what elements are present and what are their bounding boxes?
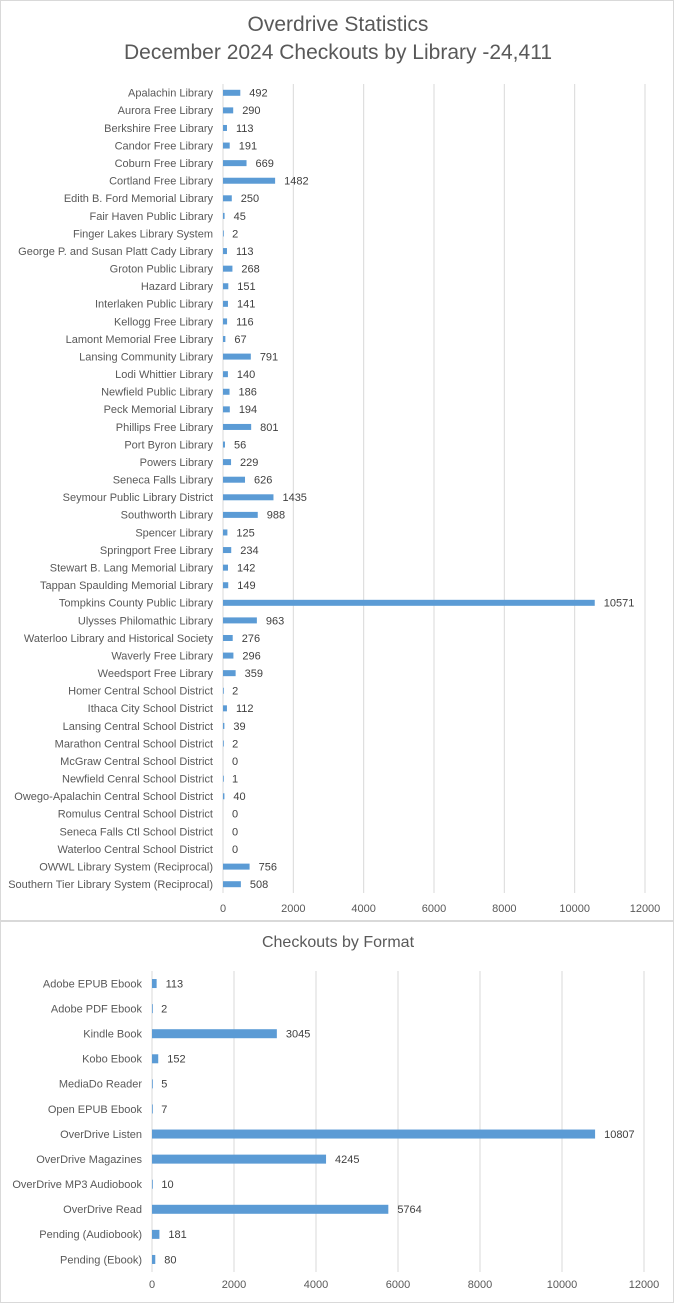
- x-tick-label: 10000: [546, 1279, 578, 1291]
- x-tick-label: 8000: [492, 903, 517, 915]
- x-tick-label: 2000: [221, 1279, 247, 1291]
- data-label: 113: [165, 978, 184, 991]
- data-label: 359: [244, 668, 263, 681]
- data-label: 3045: [285, 1028, 311, 1041]
- data-label: 268: [241, 263, 260, 276]
- data-label: 296: [242, 650, 261, 663]
- category-label: Kobo Ebook: [82, 1053, 142, 1066]
- bar: [223, 424, 251, 430]
- data-label: 10807: [604, 1128, 635, 1141]
- category-label: Tappan Spaulding Memorial Library: [39, 580, 213, 593]
- category-label: Lamont Memorial Free Library: [65, 333, 213, 346]
- bar: [223, 143, 230, 149]
- bar: [223, 529, 227, 535]
- bar: [223, 371, 228, 377]
- chart-title: Overdrive Statistics: [247, 13, 429, 36]
- bar: [223, 125, 227, 131]
- bar: [223, 442, 225, 448]
- bar: [152, 1255, 155, 1264]
- data-label: 7: [161, 1103, 168, 1116]
- data-label: 2: [232, 228, 239, 241]
- category-label: Candor Free Library: [114, 140, 213, 153]
- category-label: Romulus Central School District: [57, 808, 213, 821]
- data-label: 250: [240, 193, 260, 206]
- bar: [152, 979, 157, 988]
- category-label: Fair Haven Public Library: [89, 210, 213, 223]
- bar: [152, 1004, 153, 1013]
- data-label: 186: [238, 386, 257, 399]
- category-label: Adobe PDF Ebook: [50, 1003, 142, 1016]
- bar: [223, 283, 228, 289]
- category-label: Seneca Falls Library: [112, 474, 213, 487]
- category-label: Seneca Falls Ctl School District: [59, 826, 213, 839]
- bar: [223, 723, 224, 729]
- bar: [152, 1079, 153, 1088]
- x-tick-label: 0: [148, 1279, 156, 1291]
- category-label: Peck Memorial Library: [103, 404, 213, 417]
- category-label: Groton Public Library: [109, 263, 213, 276]
- category-label: Kindle Book: [83, 1028, 142, 1041]
- x-tick-label: 12000: [629, 903, 661, 915]
- data-label: 113: [235, 245, 254, 258]
- category-label: OverDrive Listen: [60, 1128, 142, 1141]
- category-label: Kellogg Free Library: [113, 316, 213, 329]
- bar: [223, 688, 224, 694]
- format-bar-plot: [1, 922, 673, 1302]
- category-label: Southworth Library: [120, 509, 213, 522]
- category-label: MediaDo Reader: [58, 1078, 142, 1091]
- library-bar-plot: [1, 1, 673, 920]
- bar: [152, 1104, 153, 1113]
- bar: [152, 1029, 277, 1038]
- data-label: 39: [233, 720, 246, 733]
- data-label: 67: [234, 333, 247, 346]
- category-label: Pending (Audiobook): [39, 1229, 142, 1242]
- category-label: Marathon Central School District: [54, 738, 213, 751]
- data-label: 2: [232, 685, 239, 698]
- category-label: Newfield Cenral School District: [62, 773, 213, 786]
- category-label: Finger Lakes Library System: [73, 228, 213, 241]
- bar: [223, 705, 227, 711]
- category-label: Pending (Ebook): [60, 1254, 142, 1267]
- bar: [152, 1230, 159, 1239]
- x-tick-label: 10000: [559, 903, 590, 915]
- category-label: Ulysses Philomathic Library: [77, 615, 213, 628]
- bar: [223, 793, 224, 799]
- category-label: Port Byron Library: [124, 439, 213, 452]
- data-label: 149: [237, 580, 256, 593]
- data-label: 4245: [335, 1153, 360, 1166]
- category-label: Ithaca City School District: [87, 703, 213, 716]
- data-label: 194: [238, 404, 258, 417]
- bar: [223, 248, 227, 254]
- data-label: 80: [164, 1254, 177, 1267]
- bar: [223, 864, 250, 870]
- data-label: 0: [232, 826, 239, 839]
- x-tick-label: 4000: [351, 903, 376, 915]
- data-label: 40: [233, 791, 246, 804]
- category-label: Springport Free Library: [99, 544, 213, 557]
- category-label: Tompkins County Public Library: [58, 597, 213, 610]
- data-label: 756: [258, 861, 277, 874]
- bar: [223, 459, 231, 465]
- category-label: OverDrive MP3 Audiobook: [12, 1179, 142, 1192]
- bar: [152, 1205, 388, 1214]
- data-label: 276: [241, 632, 261, 645]
- category-label: Weedsport Free Library: [97, 668, 213, 681]
- bar: [152, 1180, 153, 1189]
- data-label: 1482: [284, 175, 309, 188]
- bar: [223, 547, 231, 553]
- data-label: 0: [232, 755, 239, 768]
- data-label: 229: [240, 456, 259, 469]
- data-label: 10571: [603, 597, 635, 610]
- data-label: 152: [167, 1053, 186, 1066]
- bar: [223, 354, 251, 360]
- data-label: 45: [233, 210, 246, 223]
- bar: [223, 494, 273, 500]
- x-tick-label: 2000: [281, 903, 306, 915]
- category-label: Open EPUB Ebook: [47, 1103, 142, 1116]
- category-label: Seymour Public Library District: [62, 492, 213, 505]
- data-label: 151: [237, 281, 256, 294]
- x-tick-label: 0: [219, 903, 227, 915]
- bar: [223, 389, 230, 395]
- bar: [223, 160, 247, 166]
- bar: [223, 600, 595, 606]
- bar: [223, 213, 225, 219]
- data-label: 0: [232, 843, 239, 856]
- bar: [223, 881, 241, 887]
- data-label: 116: [236, 316, 254, 329]
- category-label: Stewart B. Lang Memorial Library: [49, 562, 213, 575]
- data-label: 140: [236, 369, 256, 382]
- bar: [223, 318, 227, 324]
- category-label: Newfield Public Library: [101, 386, 213, 399]
- category-label: Aurora Free Library: [117, 105, 213, 118]
- category-label: Apalachin Library: [128, 87, 213, 100]
- bar: [223, 635, 233, 641]
- category-label: Edith B. Ford Memorial Library: [63, 193, 213, 206]
- data-label: 801: [260, 421, 279, 434]
- bar: [223, 670, 236, 676]
- data-label: 181: [168, 1229, 187, 1242]
- category-label: Waverly Free Library: [111, 650, 213, 663]
- data-label: 492: [249, 87, 268, 100]
- data-label: 56: [233, 439, 247, 452]
- data-label: 791: [259, 351, 279, 364]
- bar: [152, 1054, 158, 1063]
- category-label: George P. and Susan Platt Cady Library: [18, 245, 213, 258]
- x-tick-label: 8000: [467, 1279, 493, 1291]
- bar: [223, 230, 224, 236]
- category-label: Adobe EPUB Ebook: [42, 978, 142, 991]
- bar: [223, 617, 257, 623]
- category-label: Waterloo Central School District: [57, 843, 213, 856]
- category-label: Homer Central School District: [68, 685, 213, 698]
- data-label: 191: [238, 140, 258, 153]
- bar: [223, 107, 233, 113]
- category-label: Spencer Library: [135, 527, 213, 540]
- data-label: 988: [266, 509, 286, 522]
- data-label: 508: [249, 879, 269, 892]
- bar: [223, 512, 258, 518]
- bar: [223, 776, 224, 782]
- category-label: OverDrive Read: [63, 1204, 142, 1217]
- bar: [223, 266, 232, 272]
- data-label: 2: [161, 1003, 168, 1016]
- chart-subtitle: December 2024 Checkouts by Library -24,411: [123, 41, 552, 64]
- category-label: Waterloo Library and Historical Society: [23, 632, 213, 645]
- category-label: Lansing Community Library: [79, 351, 213, 364]
- data-label: 290: [242, 105, 261, 118]
- bar: [223, 195, 232, 201]
- category-label: Powers Library: [139, 456, 213, 469]
- category-label: Hazard Library: [140, 281, 213, 294]
- data-label: 5764: [397, 1204, 422, 1217]
- category-label: Lansing Central School District: [62, 720, 213, 733]
- category-label: Cortland Free Library: [109, 175, 213, 188]
- data-label: 112: [235, 703, 254, 716]
- category-label: Berkshire Free Library: [104, 122, 213, 135]
- bar: [223, 336, 225, 342]
- bar: [223, 565, 228, 571]
- category-label: McGraw Central School District: [60, 755, 213, 768]
- data-label: 626: [254, 474, 273, 487]
- data-label: 963: [265, 615, 285, 628]
- bar: [152, 1130, 595, 1139]
- x-tick-label: 6000: [385, 1279, 411, 1291]
- bar: [152, 1155, 326, 1164]
- category-label: Southern Tier Library System (Reciprocal): [8, 879, 213, 892]
- category-label: Coburn Free Library: [114, 157, 213, 170]
- data-label: 669: [255, 157, 274, 170]
- bar: [223, 301, 228, 307]
- format-checkouts-chart: [0, 921, 674, 1303]
- data-label: 5: [161, 1078, 168, 1091]
- bar: [223, 90, 240, 96]
- bar: [223, 477, 245, 483]
- data-label: 1435: [282, 492, 307, 505]
- data-label: 113: [235, 122, 254, 135]
- data-label: 125: [236, 527, 255, 540]
- data-label: 2: [232, 738, 239, 751]
- bar: [223, 582, 228, 588]
- data-label: 234: [240, 544, 259, 557]
- data-label: 10: [161, 1179, 174, 1192]
- category-label: Phillips Free Library: [115, 421, 213, 434]
- data-label: 141: [236, 298, 256, 311]
- category-label: Lodi Whittier Library: [115, 369, 213, 382]
- data-label: 142: [236, 562, 256, 575]
- bar: [223, 741, 224, 747]
- bar: [223, 653, 233, 659]
- category-label: OverDrive Magazines: [36, 1153, 142, 1166]
- x-tick-label: 6000: [421, 903, 447, 915]
- category-label: Interlaken Public Library: [94, 298, 213, 311]
- data-label: 0: [232, 808, 239, 821]
- category-label: OWWL Library System (Reciprocal): [39, 861, 213, 874]
- bar: [223, 406, 230, 412]
- x-tick-label: 4000: [303, 1279, 329, 1291]
- data-label: 1: [232, 773, 239, 786]
- x-tick-label: 12000: [628, 1279, 660, 1291]
- bar: [223, 178, 275, 184]
- category-label: Owego-Apalachin Central School District: [14, 791, 213, 804]
- chart-title: Checkouts by Format: [261, 934, 415, 951]
